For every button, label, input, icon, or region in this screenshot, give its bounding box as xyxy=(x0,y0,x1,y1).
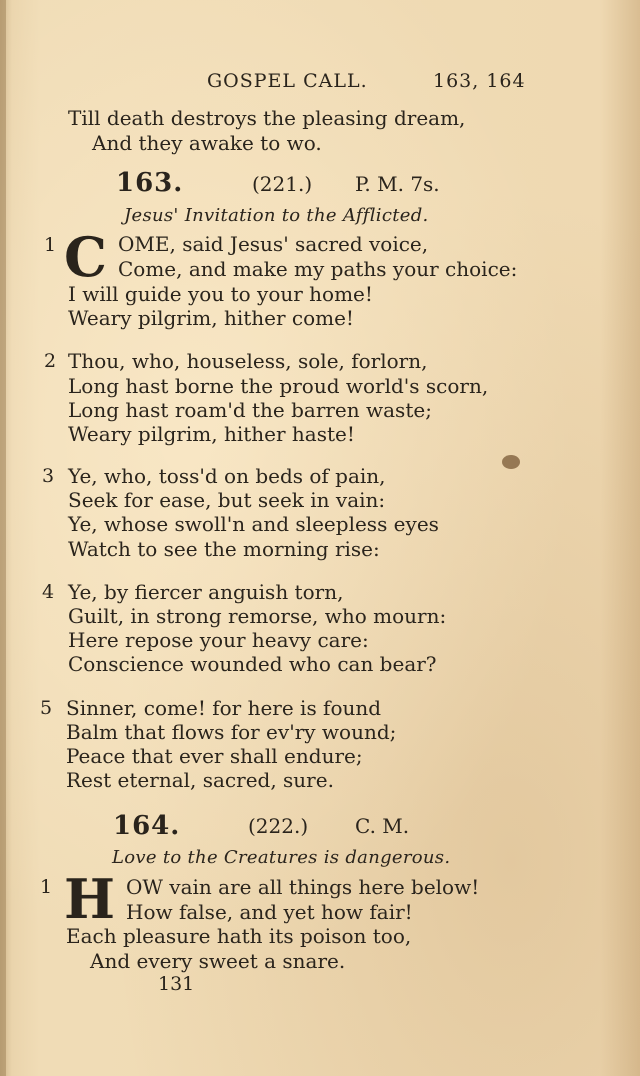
verse-line: Rest eternal, sacred, sure. xyxy=(66,768,334,792)
verse-line: Here repose your heavy care: xyxy=(68,628,369,652)
verse-line: Come, and make my paths your choice: xyxy=(118,257,518,281)
page-number: 131 xyxy=(158,973,195,995)
stanza-number: 1 xyxy=(44,234,57,256)
paper-stain xyxy=(502,455,520,469)
verse-line: Guilt, in strong remorse, who mourn: xyxy=(68,604,447,628)
hymn-subtitle: Jesus' Invitation to the Afflicted. xyxy=(124,205,429,226)
running-title: GOSPEL CALL. xyxy=(207,70,368,92)
verse-line: Weary pilgrim, hither haste! xyxy=(68,422,355,446)
verse-line: Thou, who, houseless, sole, forlorn, xyxy=(68,349,428,373)
drop-cap: C xyxy=(64,225,107,289)
hymn-tune-ref: (221.) xyxy=(252,172,313,196)
verse-line: How false, and yet how fair! xyxy=(126,900,413,924)
stanza-number: 4 xyxy=(42,581,55,603)
stanza-number: 3 xyxy=(42,465,55,487)
verse-line: OME, said Jesus' sacred voice, xyxy=(118,232,429,256)
hymn-number: 164. xyxy=(113,811,181,841)
verse-line: Long hast borne the proud world's scorn, xyxy=(68,374,489,398)
verse-line: Watch to see the morning rise: xyxy=(68,537,380,561)
stanza-number: 1 xyxy=(40,876,53,898)
hymn-meter: C. M. xyxy=(355,814,410,838)
verse-line: OW vain are all things here below! xyxy=(126,875,480,899)
running-page-numbers: 163, 164 xyxy=(433,70,526,92)
hymn-tune-ref: (222.) xyxy=(248,814,309,838)
verse-line: Each pleasure hath its poison too, xyxy=(66,924,412,948)
stanza-number: 5 xyxy=(40,697,53,719)
drop-cap: H xyxy=(64,867,116,931)
verse-line: Seek for ease, but seek in vain: xyxy=(68,488,386,512)
hymn-number: 163. xyxy=(116,168,184,198)
stanza-number: 2 xyxy=(44,350,57,372)
verse-line: I will guide you to your home! xyxy=(68,282,373,306)
verse-line: Peace that ever shall endure; xyxy=(66,744,363,768)
verse-line: And every sweet a snare. xyxy=(90,949,346,973)
verse-line: Weary pilgrim, hither come! xyxy=(68,306,354,330)
page-gutter xyxy=(0,0,6,1076)
verse-line: Ye, who, toss'd on beds of pain, xyxy=(68,464,386,488)
verse-line: Sinner, come! for here is found xyxy=(66,696,382,720)
carryover-line-1: Till death destroys the pleasing dream, xyxy=(68,106,466,130)
verse-line: Ye, whose swoll'n and sleepless eyes xyxy=(68,512,439,536)
hymn-meter: P. M. 7s. xyxy=(355,172,440,196)
carryover-line-2: And they awake to wo. xyxy=(92,131,322,155)
hymn-subtitle: Love to the Creatures is dangerous. xyxy=(112,847,451,868)
verse-line: Balm that flows for ev'ry wound; xyxy=(66,720,397,744)
verse-line: Long hast roam'd the barren waste; xyxy=(68,398,432,422)
verse-line: Conscience wounded who can bear? xyxy=(68,652,437,676)
verse-line: Ye, by fiercer anguish torn, xyxy=(68,580,344,604)
